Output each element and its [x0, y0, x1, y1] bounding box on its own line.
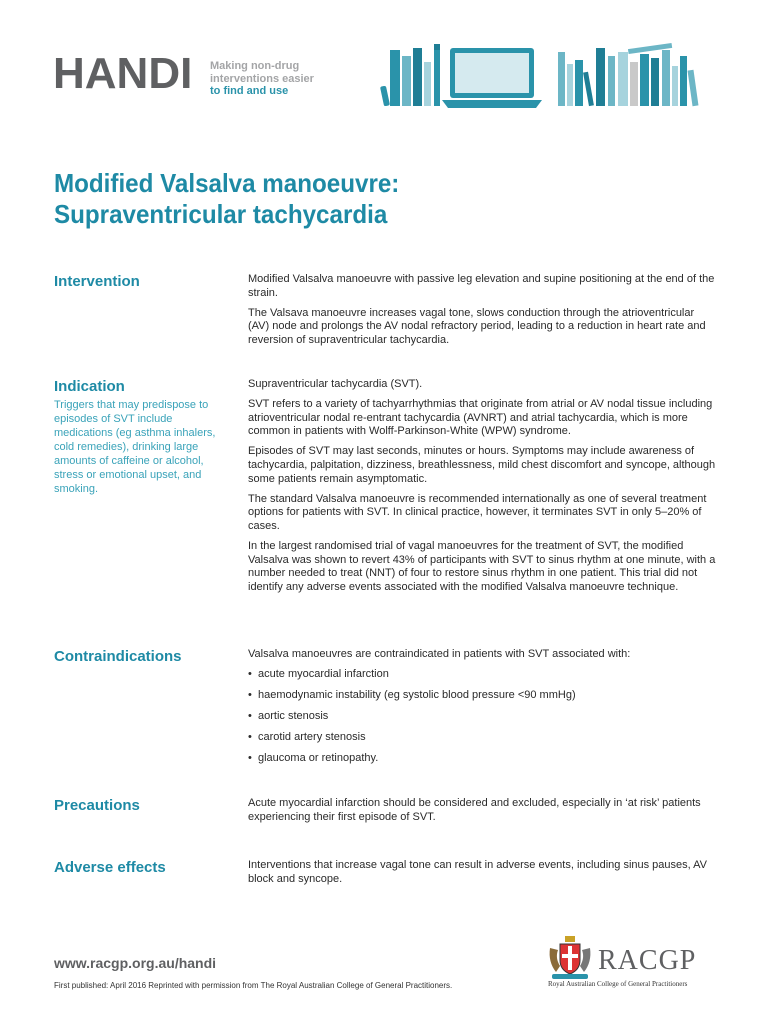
handi-link[interactable]: www.racgp.org.au/handi	[54, 955, 217, 971]
paragraph: Supraventricular tachycardia (SVT).	[248, 378, 423, 390]
tagline-line: Making non-drug	[210, 60, 300, 72]
list-item: • carotid artery stenosis	[248, 731, 718, 745]
section-heading: Intervention	[54, 273, 140, 290]
list-item: • aortic stenosis	[248, 710, 718, 724]
paragraph: The Valsava manoeuvre increases vagal tone, slows conduction through the atrioventricular (AV) node and prolongs the AV nodal refractory period, leading to a reduction in heart rate and reversion of supraventricular tachycardia.	[248, 306, 706, 346]
tagline-line: interventions easier	[210, 72, 314, 85]
section-body	[248, 859, 718, 893]
section-body	[248, 797, 718, 831]
side-note: Triggers that may predispose to episodes of SVT include medications (eg asthma inhalers, cold remedies), drinking large amounts of caffeine or alcohol, stress or emotional upset, and smoking.	[54, 399, 216, 495]
racgp-logo	[546, 936, 716, 996]
section-heading: Precautions	[54, 797, 140, 814]
section-heading: Adverse effects	[54, 859, 166, 876]
tagline-line: to find and use	[210, 85, 289, 97]
paragraph: Interventions that increase vagal tone can result in adverse events, including sinus pauses, AV block and syncope.	[248, 859, 708, 885]
handi-logo: HANDI	[53, 49, 193, 98]
tagline	[210, 60, 314, 98]
paragraph: Acute myocardial infarction should be considered and excluded, especially in ‘at risk’ patients experiencing their first episode of SVT.	[248, 797, 701, 823]
list-item: • acute myocardial infarction	[248, 668, 718, 682]
title-line: Modified Valsalva manoeuvre:	[54, 168, 400, 198]
title-line: Supraventricular tachycardia	[54, 199, 388, 229]
page-header	[0, 0, 768, 120]
section-body	[248, 378, 718, 601]
section-body	[248, 648, 718, 773]
page-title	[54, 168, 399, 230]
contraindication-list	[248, 668, 718, 766]
paragraph: SVT refers to a variety of tachyarrhythmias that originate from atrial or AV nodal tissue including atrioventricular nodal re-entrant tachycardia (AVNRT) and atrial tachycardia, which is more common in patients with Wolff-Parkinson-White (WPW) syndrome.	[248, 398, 713, 438]
books-and-laptop-illustration	[378, 42, 714, 112]
section-heading: Indication	[54, 378, 125, 395]
paragraph: Valsalva manoeuvres are contraindicated in patients with SVT associated with:	[248, 648, 631, 660]
list-item: • glaucoma or retinopathy.	[248, 752, 718, 766]
paragraph: The standard Valsalva manoeuvre is recommended internationally as one of several treatment options for patients with SVT. In clinical practice, however, it terminates SVT in only 5–20% of cases.	[248, 492, 707, 532]
racgp-name: Royal Australian College of General Practitioners	[548, 980, 688, 988]
list-item: • haemodynamic instability (eg systolic blood pressure <90 mmHg)	[248, 689, 718, 703]
section-body	[248, 273, 718, 354]
publication-note: First published: April 2016 Reprinted with permission from The Royal Australian College of General Practitioners.	[54, 981, 453, 990]
coat-of-arms-icon	[546, 936, 594, 980]
racgp-wordmark: RACGP	[598, 945, 697, 976]
paragraph: Episodes of SVT may last seconds, minutes or hours. Symptoms may include awareness of tachycardia, palpitation, dizziness, breathlessness, mild chest discomfort and syncope, although some patients remain asymptomatic.	[248, 445, 716, 485]
paragraph: Modified Valsalva manoeuvre with passive leg elevation and supine positioning at the end of the strain.	[248, 273, 715, 299]
paragraph: In the largest randomised trial of vagal manoeuvres for the treatment of SVT, the modified Valsalva was shown to revert 43% of participants with SVT to sinus rhythm at one minute, with a number needed to treat (NNT) of four to restore sinus rhythm in one patient. This trial did not identify any adverse events associated with the modified Valsalva manoeuvre technique.	[248, 539, 716, 593]
section-heading: Contraindications	[54, 648, 182, 665]
